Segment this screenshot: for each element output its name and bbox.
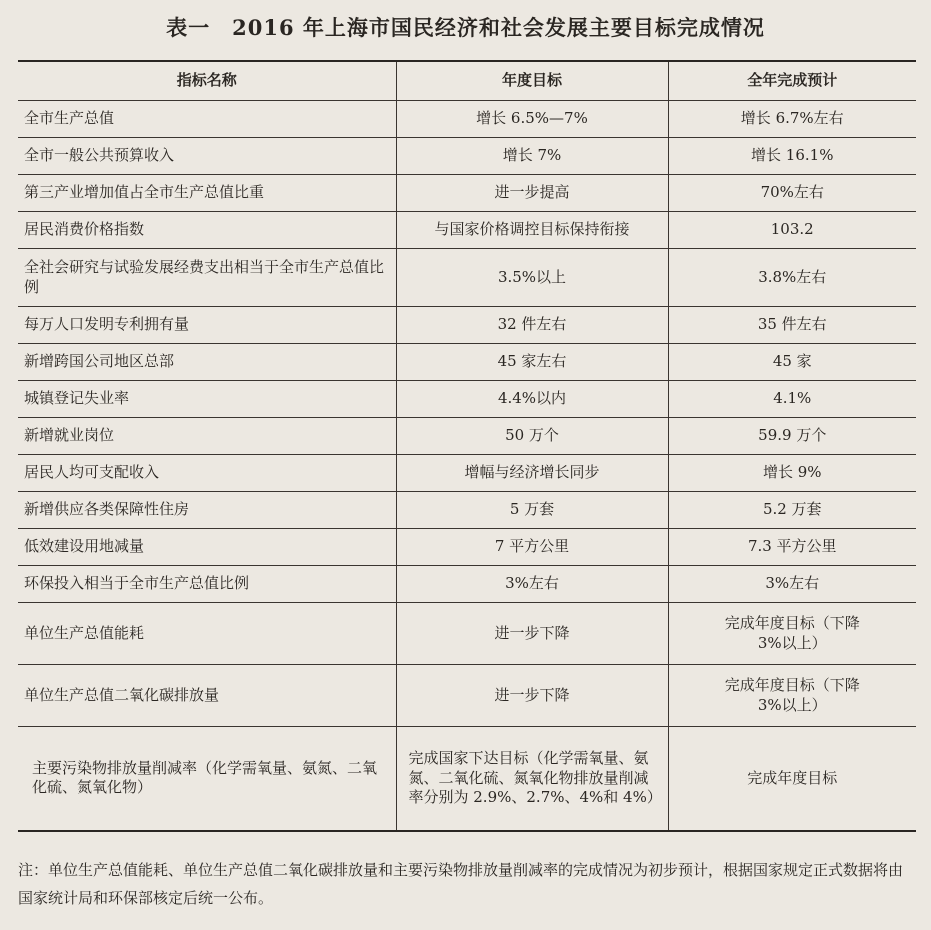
table-row [18, 138, 916, 175]
table-row [18, 175, 916, 212]
annual-target: 4.4%以内 [396, 381, 668, 418]
indicator-name: 主要污染物排放量削减率（化学需氧量、氨氮、二氧化硫、氮氧化物） [18, 727, 396, 831]
table-row [18, 212, 916, 249]
indicator-name: 全市生产总值 [18, 101, 396, 138]
indicator-name: 单位生产总值能耗 [18, 603, 396, 665]
full-year-estimate: 5.2 万套 [668, 492, 916, 529]
full-year-estimate: 完成年度目标 [668, 727, 916, 831]
annual-target: 增幅与经济增长同步 [396, 455, 668, 492]
indicator-name: 每万人口发明专利拥有量 [18, 307, 396, 344]
indicator-name: 单位生产总值二氧化碳排放量 [18, 665, 396, 727]
targets-table [18, 60, 916, 832]
table-row [18, 418, 916, 455]
annual-target: 50 万个 [396, 418, 668, 455]
table-title: 表一 2016 年上海市国民经济和社会发展主要目标完成情况 [166, 15, 765, 40]
header-annual-target: 年度目标 [396, 61, 668, 101]
indicator-name: 新增供应各类保障性住房 [18, 492, 396, 529]
annual-target: 3%左右 [396, 566, 668, 603]
indicator-name: 新增就业岗位 [18, 418, 396, 455]
full-year-estimate: 70%左右 [668, 175, 916, 212]
annual-target: 增长 7% [396, 138, 668, 175]
full-year-estimate: 3%左右 [668, 566, 916, 603]
indicator-name: 低效建设用地减量 [18, 529, 396, 566]
indicator-name: 环保投入相当于全市生产总值比例 [18, 566, 396, 603]
annual-target: 进一步提高 [396, 175, 668, 212]
indicator-name: 居民人均可支配收入 [18, 455, 396, 492]
table-row [18, 529, 916, 566]
indicator-name: 全社会研究与试验发展经费支出相当于全市生产总值比例 [18, 249, 396, 307]
indicator-name: 第三产业增加值占全市生产总值比重 [18, 175, 396, 212]
indicator-name: 新增跨国公司地区总部 [18, 344, 396, 381]
table-row [18, 727, 916, 831]
table-row [18, 381, 916, 418]
annual-target: 进一步下降 [396, 665, 668, 727]
table-row [18, 603, 916, 665]
annual-target: 7 平方公里 [396, 529, 668, 566]
annual-target: 5 万套 [396, 492, 668, 529]
header-indicator: 指标名称 [18, 61, 396, 101]
full-year-estimate: 4.1% [668, 381, 916, 418]
full-year-estimate: 完成年度目标（下降 3%以上） [668, 603, 916, 665]
table-row [18, 307, 916, 344]
table-row [18, 665, 916, 727]
table-row [18, 455, 916, 492]
indicator-name: 全市一般公共预算收入 [18, 138, 396, 175]
table-row [18, 249, 916, 307]
annual-target: 增长 6.5%—7% [396, 101, 668, 138]
full-year-estimate: 3.8%左右 [668, 249, 916, 307]
table-row [18, 492, 916, 529]
table-row [18, 101, 916, 138]
table-row [18, 344, 916, 381]
full-year-estimate: 7.3 平方公里 [668, 529, 916, 566]
full-year-estimate: 45 家 [668, 344, 916, 381]
annual-target: 3.5%以上 [396, 249, 668, 307]
indicator-name: 城镇登记失业率 [18, 381, 396, 418]
annual-target: 完成国家下达目标（化学需氧量、氨氮、二氧化硫、氮氧化物排放量削减率分别为 2.9%、2.7%、4%和 4%） [396, 727, 668, 831]
full-year-estimate: 增长 16.1% [668, 138, 916, 175]
table-footnote: 注：单位生产总值能耗、单位生产总值二氧化碳排放量和主要污染物排放量削减率的完成情况为初步预计，根据国家规定正式数据将由国家统计局和环保部核定后统一公布。 [18, 861, 904, 907]
annual-target: 45 家左右 [396, 344, 668, 381]
annual-target: 与国家价格调控目标保持衔接 [396, 212, 668, 249]
full-year-estimate: 35 件左右 [668, 307, 916, 344]
annual-target: 32 件左右 [396, 307, 668, 344]
header-full-year-estimate: 全年完成预计 [668, 61, 916, 101]
full-year-estimate: 103.2 [668, 212, 916, 249]
full-year-estimate: 增长 9% [668, 455, 916, 492]
full-year-estimate: 完成年度目标（下降 3%以上） [668, 665, 916, 727]
full-year-estimate: 59.9 万个 [668, 418, 916, 455]
full-year-estimate: 增长 6.7%左右 [668, 101, 916, 138]
indicator-name: 居民消费价格指数 [18, 212, 396, 249]
table-header-row [18, 61, 916, 101]
annual-target: 进一步下降 [396, 603, 668, 665]
table-row [18, 566, 916, 603]
